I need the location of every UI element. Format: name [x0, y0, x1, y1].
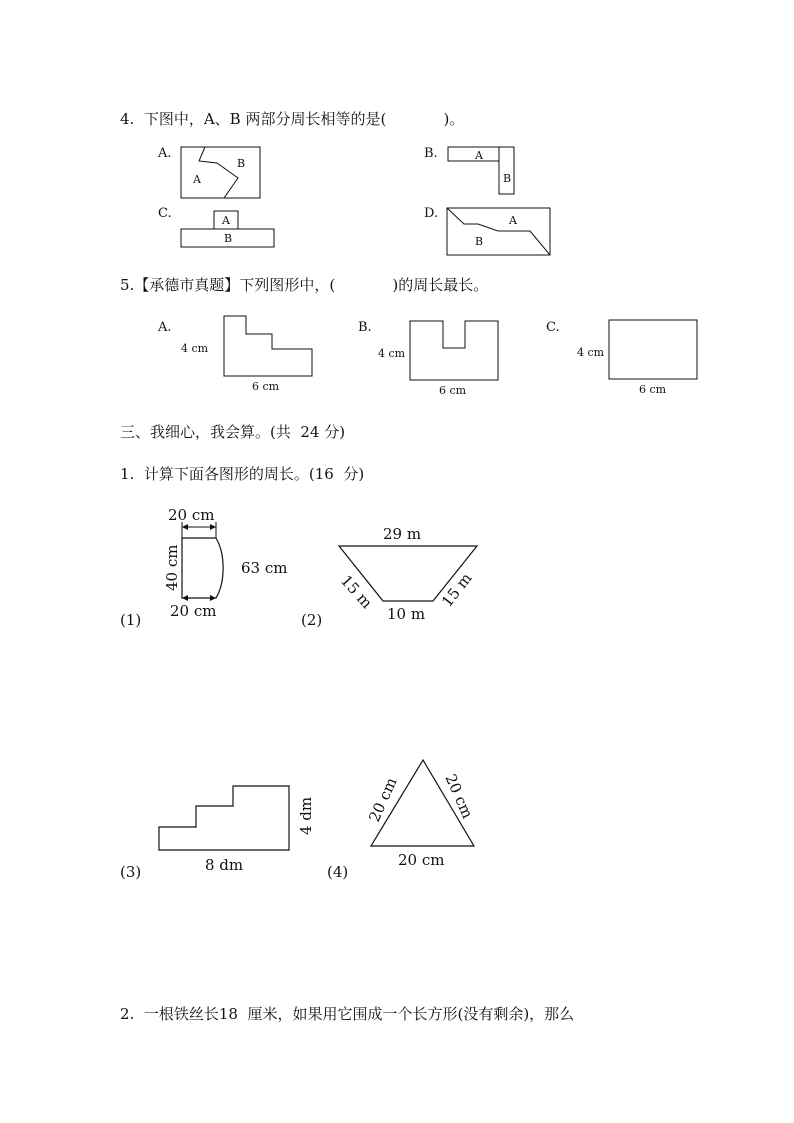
q5c-height-label: 4 cm: [577, 346, 605, 359]
fig1-bottom-label: 20 cm: [170, 602, 217, 620]
section-3-question-2: 2. 一根铁丝长18 厘米，如果用它围成一个长方形(没有剩余)，那么: [120, 1005, 575, 1023]
section-3-question-1: 1. 计算下面各图形的周长。(16 分): [120, 465, 365, 483]
fig2-right-label: 15 m: [437, 569, 476, 611]
fig3-number: (3): [120, 863, 142, 881]
q5-figure-c: [609, 320, 697, 379]
fig2-top-label: 29 m: [383, 525, 422, 543]
fig1-top-label: 20 cm: [168, 506, 215, 524]
fig4-left-label: 20 cm: [365, 774, 401, 825]
q5-option-a-label: A.: [158, 320, 172, 335]
q4-figure-c: [181, 211, 274, 247]
fig2-left-label: 15 m: [337, 571, 376, 612]
q5a-width-label: 6 cm: [252, 380, 280, 393]
q5-figure-b: [410, 321, 498, 380]
q4-option-b-label: B.: [424, 146, 438, 161]
fig1-left-label: 40 cm: [163, 544, 181, 591]
q5-figure-a: [224, 316, 312, 376]
q4c-part-a: A: [222, 214, 230, 227]
fig1-number: (1): [120, 611, 142, 629]
q4-option-a-label: A.: [158, 146, 172, 161]
section-3-title: 三、我细心，我会算。(共 24 分): [120, 423, 346, 441]
q4-option-d-label: D.: [424, 206, 439, 221]
q4-figure-d: [447, 208, 550, 255]
fig3-right-label: 4 dm: [297, 796, 315, 835]
fig4-bottom-label: 20 cm: [398, 851, 445, 869]
q5b-height-label: 4 cm: [378, 347, 406, 360]
q5-option-c-label: C.: [546, 320, 560, 335]
fig1-arc-label: 63 cm: [241, 559, 288, 577]
fig4-right-label: 20 cm: [441, 771, 477, 822]
question-4-text: 4. 下图中，A、B 两部分周长相等的是( )。: [120, 110, 465, 128]
q5a-height-label: 4 cm: [181, 342, 209, 355]
q4b-part-b: B: [503, 172, 512, 185]
q4a-part-b: B: [237, 157, 246, 170]
fig2-number: (2): [301, 611, 323, 629]
q5c-width-label: 6 cm: [639, 383, 667, 396]
q4-option-c-label: C.: [158, 206, 172, 221]
q5b-width-label: 6 cm: [439, 384, 467, 397]
q4c-part-b: B: [224, 232, 233, 245]
fig3-bottom-label: 8 dm: [205, 856, 244, 874]
fig2-bottom-label: 10 m: [387, 605, 426, 623]
q4a-part-a: A: [193, 173, 201, 186]
q4b-part-a: A: [475, 149, 483, 162]
q4-figure-b: [448, 147, 514, 194]
q4d-part-b: B: [475, 235, 484, 248]
q4-figure-a: [181, 147, 260, 198]
q5-option-b-label: B.: [358, 320, 372, 335]
calc-figure-2: [337, 525, 477, 623]
question-5-text: 5.【承德市真题】下列图形中，( )的周长最长。: [120, 276, 489, 294]
calc-figure-4: [365, 760, 476, 869]
fig4-number: (4): [327, 863, 349, 881]
q4d-part-a: A: [509, 214, 517, 227]
calc-figure-3: [159, 786, 315, 874]
calc-figure-1: [163, 506, 287, 620]
